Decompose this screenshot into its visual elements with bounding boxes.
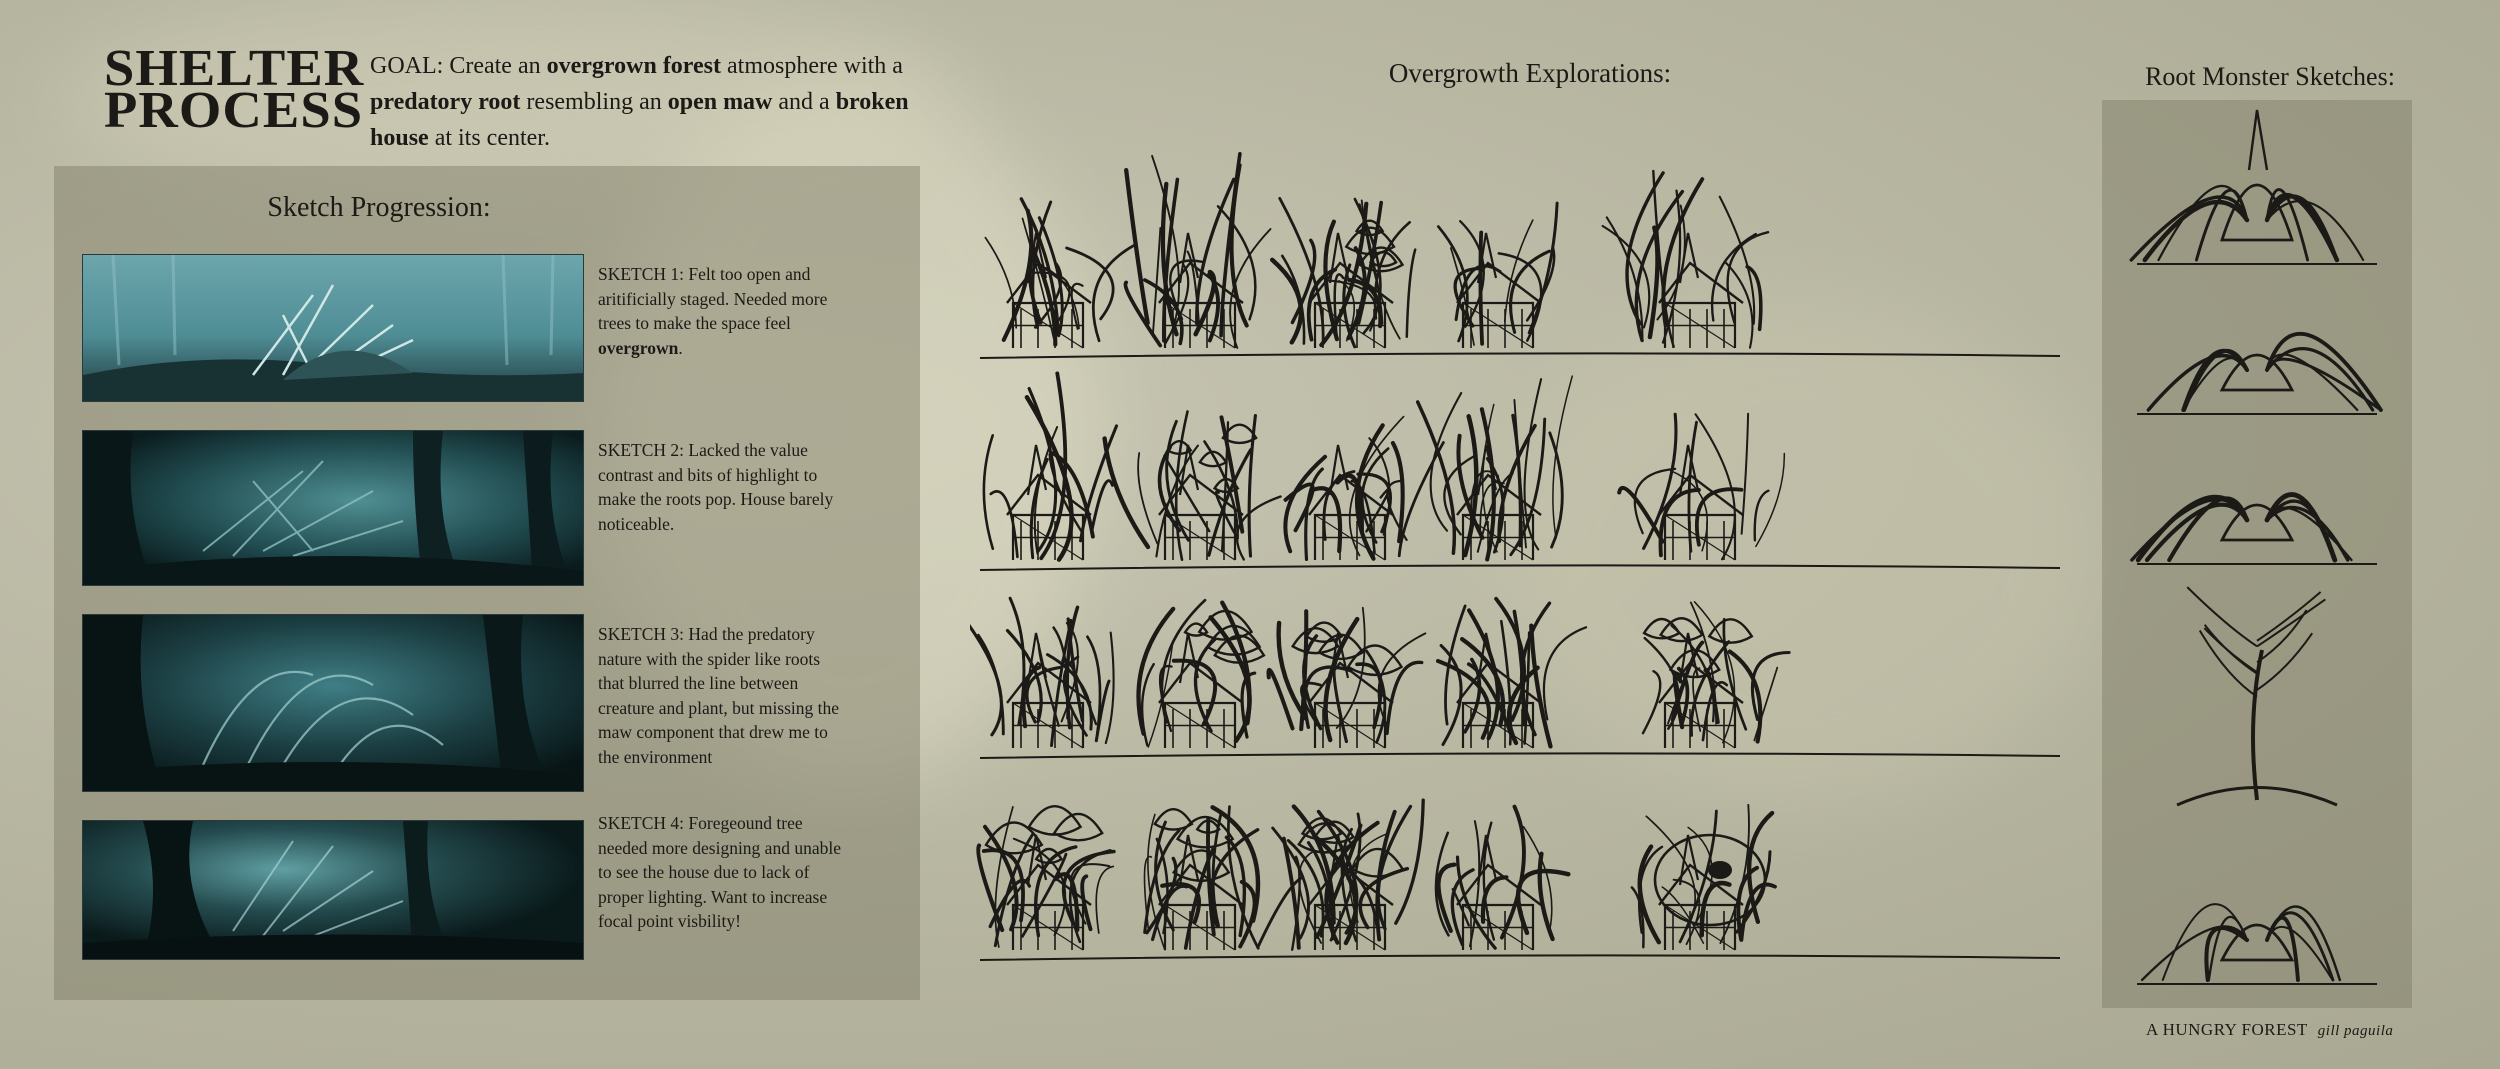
overgrowth-sketch [1268,608,1425,748]
sketch-3-caption [598,622,848,769]
overgrowth-sketch [970,598,1114,748]
overgrowth-sketch [1436,807,1568,950]
sketch-4-image [82,820,584,960]
title-line-1: SHELTER [104,40,365,97]
overgrowth-sketch [1105,412,1281,561]
sketch-4-caption [598,811,848,934]
overgrowth-sketch [1125,154,1270,348]
root-monster-sketch [2132,495,2377,564]
overgrowth-sketch [985,199,1133,348]
footer-label: A HUNGRY FOREST [2146,1020,2308,1039]
goal-bold: overgrown forest [546,53,722,79]
overgrowth-sketch [978,806,1114,950]
artist-signature: gill paguila [2317,1023,2394,1039]
page-title [104,40,365,139]
goal-bold: broken house [370,89,909,151]
overgrowth-sketch [1272,198,1415,348]
footer-credit [2146,1020,2393,1040]
root-monster-panel [2102,100,2412,1008]
goal-statement [370,48,960,156]
overgrowth-sketch [1273,800,1424,950]
overgrowth-sketch-grid [970,110,2090,1000]
ground-line [980,565,2060,570]
overgrowth-sketch [1144,807,1301,950]
sketch-1-caption [598,262,848,360]
sketch-caption-text: SKETCH 3: Had the predatory nature with the spider like roots that blurred the line between creature and plant, but missing the maw component that drew me to the environment [598,624,840,767]
root-monster-heading: Root Monster Sketches: [2145,62,2395,91]
ground-line [980,353,2060,358]
overgrowth-sketch [1619,414,1784,560]
goal-text: resembling an [520,89,668,115]
goal-text: at its center. [428,125,550,151]
overgrowth-sketch [1285,417,1443,560]
overgrowth-sketch [984,373,1117,560]
overgrowth-heading: Overgrowth Explorations: [1388,58,1672,88]
overgrowth-sketch [1438,599,1586,748]
sketch-1-image [82,254,584,402]
sketch-progression-panel [54,166,920,1000]
overgrowth-sketch [1438,203,1557,348]
overgrowth-sketch [1643,602,1789,748]
goal-bold: predatory root [370,89,521,115]
ground-line [980,753,2060,758]
sketch-caption-end: . [678,337,683,358]
sketch-caption-text: SKETCH 2: Lacked the value contrast and bits of highlight to make the roots pop. House barely noticeable. [598,440,834,534]
sketch-2-caption [598,438,848,536]
ground-line [980,955,2060,960]
root-monster-sketch [2131,110,2377,264]
sketch-caption-text: SKETCH 4: Foregeound tree needed more designing and unable to see the house due to lack of proper lighting. Want to increase focal point visbility! [598,813,841,931]
title-line-2: PROCESS [104,82,364,139]
sketch-2-image [82,430,584,586]
overgrowth-sketch [1418,376,1573,560]
goal-text: and a [772,89,836,115]
sketch-caption-text: SKETCH 1: Felt too open and aritificially staged. Needed more trees to make the space feel [598,264,828,333]
root-monster-sketch [2137,334,2381,414]
overgrowth-sketch [1139,600,1264,748]
sketch-progression-heading: Sketch Progression: [267,192,491,223]
goal-text: atmosphere with a [721,53,903,79]
root-monster-sketch [2177,587,2337,805]
goal-text: GOAL: Create an [370,53,547,79]
goal-bold: open maw [667,89,773,115]
sketch-3-image [82,614,584,792]
overgrowth-sketch [1632,805,1775,950]
overgrowth-sketch [1603,171,1769,348]
root-monster-sketch [2137,904,2377,984]
sketch-caption-bold: overgrown [598,337,679,358]
